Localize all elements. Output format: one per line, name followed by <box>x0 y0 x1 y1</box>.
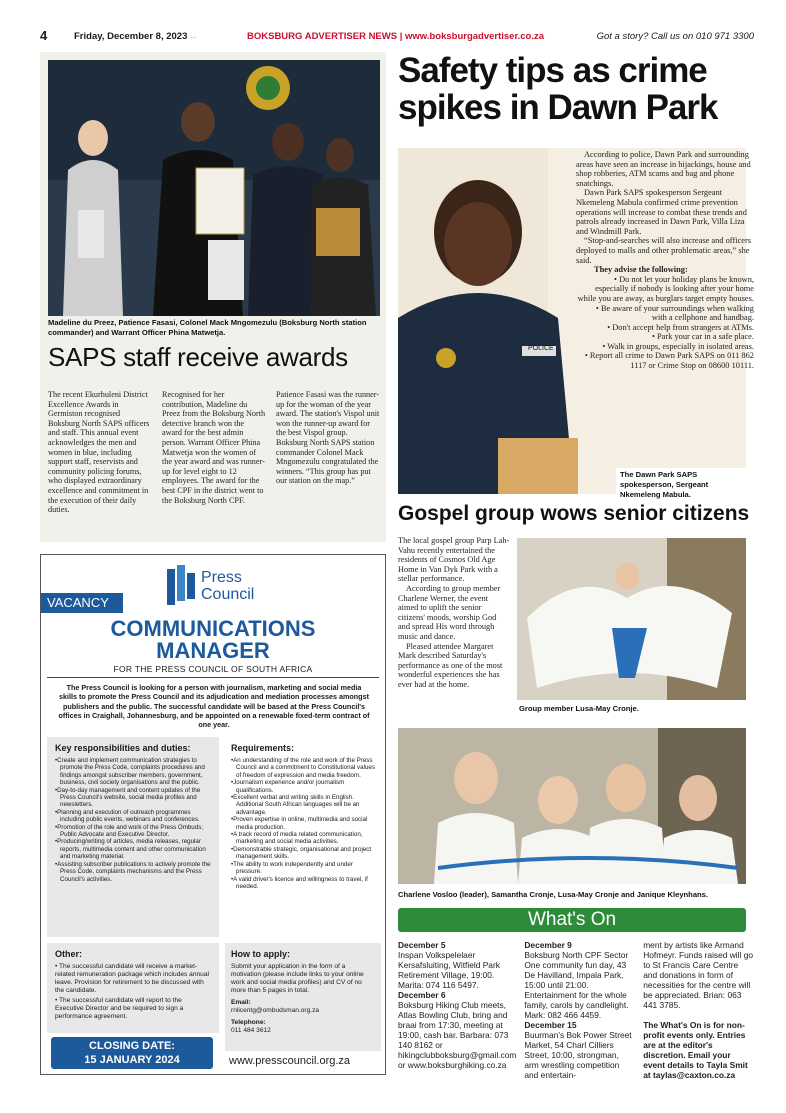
responsibilities-heading: Key responsibilities and duties: <box>55 743 191 753</box>
list-item <box>398 990 516 1070</box>
list-item: • Demonstrable strategic, organisational and project management skills. <box>231 846 375 861</box>
event-text: ment by artists like Armand Hofmeyr. Funds raised will go to St Francis Care Centre and donations in form of necessities for the centre will be appreciated. Brian: 063 441 3785. <box>643 940 754 1010</box>
list-item: • Day-to-day management and content updates of the Press Council's website, social media profiles and newsletters. <box>55 787 211 809</box>
press-council-ad <box>40 554 386 1075</box>
singers-caption: Charlene Vosloo (leader), Samantha Cronje, Lusa-May Cronje and Janique Kleynhans. <box>398 890 709 899</box>
event-date: December 6 <box>398 990 446 1000</box>
list-item <box>524 940 635 1020</box>
event-text: Buurman's Bok Power Street Market, 54 Charl Cilliers Street, 10:00, strongman, arm wrestling competition and entertain- <box>524 1030 632 1080</box>
gospel-body <box>398 536 510 690</box>
officer-caption: The Dawn Park SAPS spokesperson, Sergeant Nkemeleng Mabula. <box>616 468 746 502</box>
gospel-para-3: Pleased attendee Margaret Mark described Saturday's performance as one of the most wonderful experiences she has ever had at the home. <box>398 641 503 689</box>
closing-date-badge <box>51 1037 213 1069</box>
awards-photo <box>48 60 380 316</box>
safety-tip: • Do not let your holiday plans be known, especially if nobody is looking after your home while you are away, as burglars target empty houses. <box>577 274 754 303</box>
safety-tip: • Park your car in a safe place. <box>652 332 754 342</box>
events-col-1 <box>398 940 516 1080</box>
tip-line: Got a story? Call us on 010 971 3300 <box>596 31 754 42</box>
event-date: December 5 <box>398 940 446 950</box>
gospel-para-2: According to group member Charlene Werner, the event aimed to uplift the senior citizens' moods, worship God and spread His word through music and dance. <box>398 583 501 641</box>
safety-tip: • Don't accept help from strangers at ATMs. <box>607 322 754 332</box>
event-text: Boksburg North CPF Sector One community fun day, 43 De Havilland, Impala Park, 15:00 until 21:00. Entertainment for the whole family, carols by candlelight. Mark: 082 466 4459. <box>524 950 629 1020</box>
apply-heading: How to apply: <box>231 949 290 959</box>
event-date: December 9 <box>524 940 572 950</box>
singers-photo <box>398 728 746 884</box>
safety-tip: • Be aware of your surroundings when walking with a cellphone and handbag. <box>595 303 754 323</box>
events-col-3 <box>643 940 754 1080</box>
responsibilities-box <box>47 737 219 937</box>
awards-col-1: The recent Ekurhuleni District Excellence Awards in Germiston recognised Boksburg North SAPS officers and staff. This annual event acknowledges the men and women in blue, including support staff, reservists and community policing forums, who displayed extraordinary excellence and commitment in the execution of their daily duties. <box>48 390 150 515</box>
list-item: • Assisting subscriber publications to actively promote the Press Code, complaints mechanisms and the Press Council's activities. <box>55 861 211 883</box>
awards-story <box>40 52 386 542</box>
awards-headline: SAPS staff receive awards <box>48 342 348 372</box>
job-subtitle: FOR THE PRESS COUNCIL OF SOUTH AFRICA <box>113 664 313 674</box>
logo-line-1: Press <box>201 569 242 586</box>
event-text: Boksburg Hiking Club meets, Atlas Bowling Club, bring and braai from 17:30, meeting at 19:00, cash bar. Barbara: 073 140 8162 or hikingclubboksburg@gmail.com or www.boksburghiking.co.za <box>398 1000 517 1070</box>
event-date: December 15 <box>524 1020 577 1030</box>
awards-caption: Madeline du Preez, Patience Fasasi, Colonel Mack Mngomezulu (Boksburg North station commander) and Warrant Officer Phina Matwetja. <box>48 318 367 337</box>
whats-on-banner: What's On <box>398 908 746 932</box>
job-intro: The Press Council is looking for a person with journalism, marketing and social media skills to promote the Press Council and its adjudication and mediation processes amongst publishers and the public. The successful candidate will be based at the Press Council's offices in Craighall, Johannesburg, and be appointed on a renewable fixed-term contract of one year. <box>58 683 370 730</box>
other-heading: Other: <box>55 949 82 959</box>
dancer-caption: Group member Lusa-May Cronje. <box>519 704 639 713</box>
page-number: 4 <box>40 28 48 43</box>
safety-advise: They advise the following: <box>594 265 688 275</box>
list-item: • Producing/writing of articles, media releases, regular reports, multimedia content and other communication and marketing material. <box>55 838 211 860</box>
requirements-heading: Requirements: <box>231 743 295 753</box>
closing-date: 15 JANUARY 2024 <box>84 1054 180 1066</box>
requirements-list <box>231 757 375 890</box>
list-item: • Proven expertise in online, multimedia and social media production. <box>231 816 375 831</box>
list-item <box>524 1020 635 1080</box>
whats-on-listings <box>398 940 754 1080</box>
awards-col-3: Patience Fasasi was the runner-up for the woman of the year award. The station's Vispol unit won the runner-up award for the best Vispol group. Boksburg North SAPS station commander Colonel Mack Mngomezulu congratulated the winners. “This group has put our station on the map.” <box>276 390 380 486</box>
job-title-line-2: MANAGER <box>156 638 270 663</box>
police-badge-text: POLICE <box>528 345 554 352</box>
other-item: • The successful candidate will report to the Executive Director and be required to sign a performance agreement. <box>55 997 184 1020</box>
telephone-label: Telephone: <box>231 1019 266 1026</box>
email-link[interactable]: rnlicentg@ombudsman.org.za <box>231 1007 320 1014</box>
event-text: Inspan Volkspelelaer Kersafsluiting, Witfield Park Retirement Village, 19:00. Marita: 074 116 5497. <box>398 950 500 990</box>
responsibilities-list <box>55 757 211 883</box>
press-council-url[interactable]: www.presscouncil.org.za <box>229 1055 351 1067</box>
list-item: • The ability to work independently and under pressure. <box>231 861 375 876</box>
awards-col-2: Recognised for her contribution, Madeline du Preez from the Boksburg North detective branch won the award for the best admin person. Warrant Officer Phina Matwetja won the women of the year award and was runner-up for level eight to 12 employees. The award for the best CPF in the district went to the Boksburg North CPF. <box>162 390 266 505</box>
list-item: • An understanding of the role and work of the Press Council and a commitment to Constitutional values of freedom of expression and media freedom. <box>231 757 375 779</box>
list-item: • Create and implement communication strategies to promote the Press Code, complaints procedures and findings amongst subscriber members, government, business, civil society organisations and the public. <box>55 757 211 787</box>
logo-line-2: Council <box>201 586 255 603</box>
header-dots: ... <box>190 31 197 40</box>
press-council-logo <box>167 563 287 611</box>
safety-body <box>576 150 754 371</box>
issue-date: Friday, December 8, 2023 <box>74 31 188 42</box>
email-label: Email: <box>231 999 251 1006</box>
list-item: • Journalism experience and/or journalism qualifications. <box>231 779 375 794</box>
vacancy-tag: VACANCY <box>41 593 123 613</box>
other-box <box>47 943 219 1033</box>
requirements-box <box>225 737 381 937</box>
apply-box <box>225 943 381 1051</box>
list-item: • A track record of media related communication, marketing and social media activities. <box>231 831 375 846</box>
telephone-number[interactable]: 011 484 3612 <box>231 1027 271 1034</box>
job-title <box>41 618 385 662</box>
apply-text: Submit your application in the form of a motivation (please include links to your online work and social media profiles) and CV of no more than 5 pages in total. <box>231 963 364 994</box>
list-item: • Promotion of the role and work of the Press Ombuds; Public Advocate and Executive Director. <box>55 824 211 839</box>
paper-name[interactable]: BOKSBURG ADVERTISER NEWS | www.boksburgadvertiser.co.za <box>247 31 545 42</box>
job-title-line-1: COMMUNICATIONS <box>110 616 316 641</box>
safety-para-2: Dawn Park SAPS spokesperson Sergeant Nkemeleng Mabula confirmed crime prevention operations will increase to combat these trends and patrols already increased in Dawn Park, Villa Liza and Windmill Park. <box>576 188 747 236</box>
ad-divider <box>47 677 379 678</box>
safety-para-3: “Stop-and-searches will also increase and officers deployed to malls and other problematic areas,” she said. <box>576 236 752 265</box>
list-item: • Excellent verbal and writing skills in English. Additional South African languages will be an advantage. <box>231 794 375 816</box>
dancer-photo <box>517 538 746 700</box>
gospel-headline: Gospel group wows senior citizens <box>398 502 750 525</box>
whats-on-note: The What's On is for non-profit events only. Entries are at the editor's discretion. Email your event details to Tayla Smit at taylas@caxton.co.za <box>643 1020 748 1080</box>
list-item <box>398 940 516 990</box>
events-col-2 <box>524 940 635 1080</box>
press-council-logo-icon <box>167 563 195 609</box>
page-header <box>40 30 754 46</box>
awards-body <box>48 390 380 515</box>
closing-label: CLOSING DATE: <box>89 1040 175 1052</box>
safety-tip: • Walk in groups, especially in isolated areas. <box>602 341 754 351</box>
safety-headline: Safety tips as crime spikes in Dawn Park <box>398 51 718 127</box>
safety-para-1: According to police, Dawn Park and surrounding areas have seen an increase in hijackings, house and shop robberies, ATM scams and bag and phone snatchings. <box>576 150 751 188</box>
other-item: • The successful candidate will receive a market-related remuneration package which includes annual leave. Provision for retirement to be discussed with the candidate. <box>55 963 209 994</box>
gospel-para-1: The local gospel group Parp Lah-Vahu recently entertained the residents of Cosmos Old Age Home in Van Dyk Park with a stellar performance. <box>398 536 510 584</box>
list-item: • Planning and execution of outreach programmes including public events, webinars and conferences. <box>55 809 211 824</box>
list-item: • A valid driver's licence and willingness to travel, if needed. <box>231 876 375 891</box>
safety-tip: • Report all crime to Dawn Park SAPS on 011 862 1117 or Crime Stop on 08600 10111. <box>584 351 754 371</box>
